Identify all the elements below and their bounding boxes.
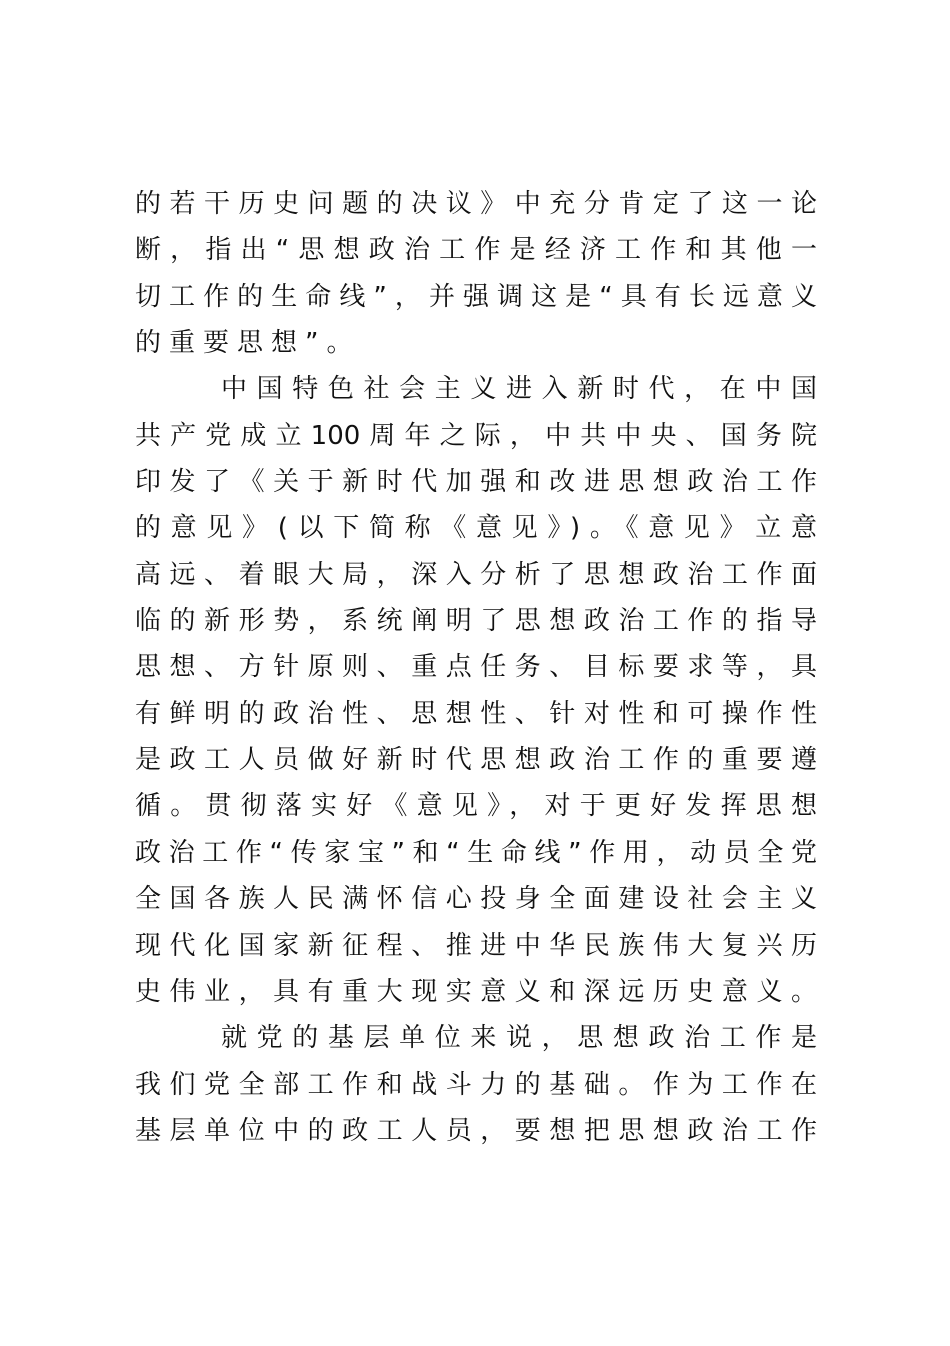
text-line: 就党的基层单位来说，思想政治工作是 (221, 1023, 817, 1054)
text-line: 循。贯彻落实好《意见》，对于更好发挥思想 (135, 791, 817, 822)
text-line: 印发了《关于新时代加强和改进思想政治工作 (135, 467, 817, 498)
text-line: 临的新形势，系统阐明了思想政治工作的指导 (135, 606, 817, 637)
text-line: 全国各族人民满怀信心投身全面建设社会主义 (135, 884, 817, 915)
text-line: 基层单位中的政工人员，要想把思想政治工作 (135, 1115, 817, 1146)
text-line: 思想、方针原则、重点任务、目标要求等，具 (135, 652, 817, 683)
text-line: 中国特色社会主义进入新时代，在中国 (221, 374, 817, 405)
text-line: 共产党成立100周年之际，中共中央、国务院 (135, 420, 817, 451)
text-line: 的意见》(以下简称《意见》)。《意见》立意 (135, 513, 817, 544)
text-line: 我们党全部工作和战斗力的基础。作为工作在 (135, 1069, 817, 1100)
text-line: 的若干历史问题的决议》中充分肯定了这一论 (135, 189, 817, 219)
document-body (135, 181, 817, 1154)
text-line: 有鲜明的政治性、思想性、针对性和可操作性 (135, 698, 817, 729)
text-line: 史伟业，具有重大现实意义和深远历史意义。 (135, 976, 817, 1007)
text-line: 现代化国家新征程、推进中华民族伟大复兴历 (135, 930, 817, 961)
text-line: 切工作的生命线”，并强调这是“具有长远意义 (135, 281, 817, 312)
text-line: 是政工人员做好新时代思想政治工作的重要遵 (135, 745, 817, 776)
text-line: 高远、着眼大局，深入分析了思想政治工作面 (135, 559, 817, 590)
text-line: 断，指出“思想政治工作是经济工作和其他一 (135, 235, 817, 266)
text-line: 政治工作“传家宝”和“生命线”作用，动员全党 (135, 837, 817, 868)
text-line: 的重要思想”。 (135, 328, 361, 359)
